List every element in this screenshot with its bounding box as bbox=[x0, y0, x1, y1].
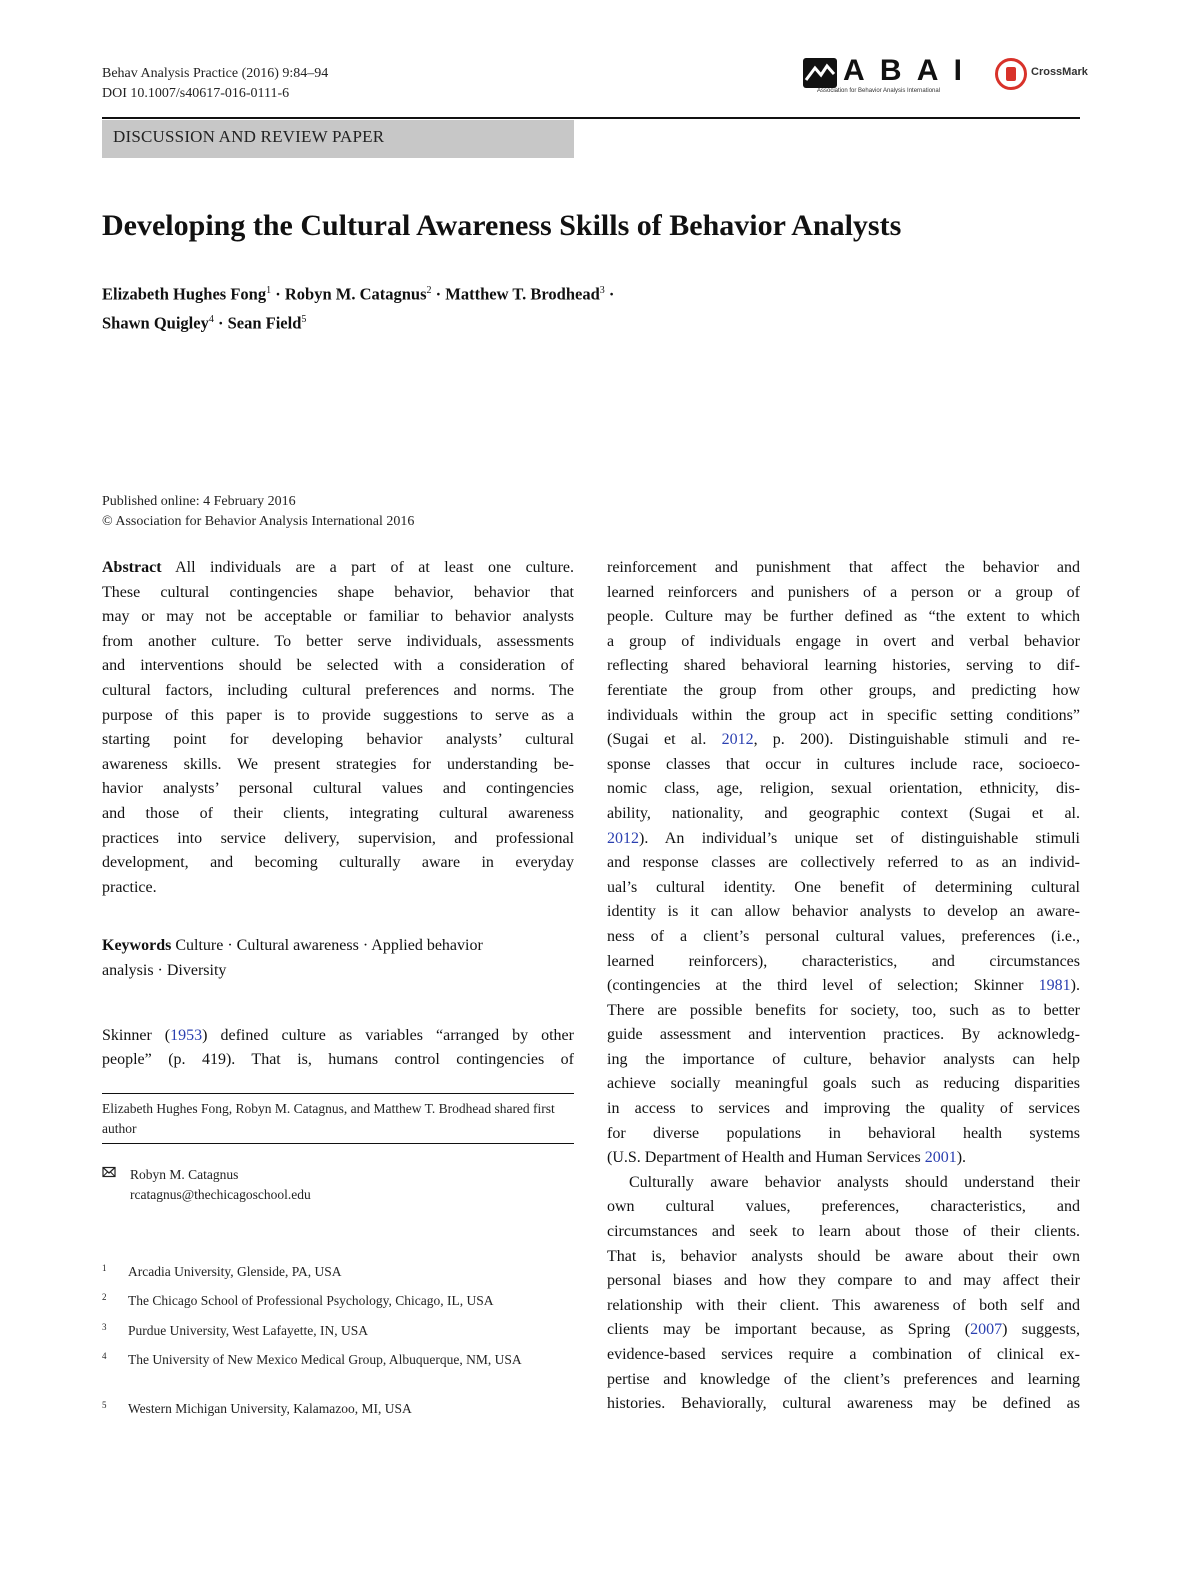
abstract-line: All individuals are a part of at least one culture. bbox=[175, 559, 574, 576]
affiliation-number: 2 bbox=[102, 1292, 107, 1302]
body-line: clients may be important because, as Spring (2007) suggests, bbox=[607, 1321, 1080, 1339]
body-line: guide assessment and intervention practices. By acknowledg- bbox=[607, 1026, 1080, 1044]
left-column bbox=[102, 556, 574, 1073]
abstract-line: havior analysts’ personal cultural values and contingencies bbox=[102, 780, 574, 798]
affiliation-number: 3 bbox=[102, 1322, 107, 1332]
body-line: circumstances and seek to learn about those of their clients. bbox=[607, 1223, 1080, 1241]
body-line: ability, nationality, and geographic context (Sugai et al. bbox=[607, 804, 1080, 822]
body-line: histories. Behaviorally, cultural awareness may be defined as bbox=[607, 1395, 1080, 1413]
body-line: Culturally aware behavior analysts should understand their bbox=[629, 1173, 1080, 1191]
body-line: achieve socially meaningful goals such as reducing disparities bbox=[607, 1075, 1080, 1093]
affiliation-item bbox=[102, 1262, 574, 1286]
abstract-line: practices into service delivery, supervision, and professional bbox=[102, 829, 574, 847]
affiliation-text: The Chicago School of Professional Psychology, Chicago, IL, USA bbox=[128, 1293, 494, 1308]
article-type-label: DISCUSSION AND REVIEW PAPER bbox=[113, 127, 385, 146]
author-separator: · bbox=[271, 284, 285, 304]
author-name[interactable]: Shawn Quigley bbox=[102, 313, 209, 332]
author-affiliation-number[interactable]: 5 bbox=[301, 313, 307, 325]
citation-link[interactable]: 1953 bbox=[170, 1026, 203, 1044]
abstract-line: practice. bbox=[102, 878, 157, 896]
affiliation-text: Arcadia University, Glenside, PA, USA bbox=[128, 1264, 342, 1279]
author-line-1 bbox=[102, 278, 614, 307]
citation-link[interactable]: 2007 bbox=[970, 1321, 1003, 1339]
body-line: a group of individuals engage in overt and verbal behavior bbox=[607, 632, 1080, 650]
author-list bbox=[102, 278, 614, 335]
author-separator: · bbox=[213, 313, 228, 332]
body-line: That is, behavior analysts should be aware about their own bbox=[607, 1247, 1080, 1265]
doi-line: DOI 10.1007/s40617-016-0111-6 bbox=[102, 86, 290, 101]
correspondence bbox=[102, 1165, 574, 1209]
affiliation-item bbox=[102, 1291, 574, 1315]
body-line: ferentiate the group from other groups, and predicting how bbox=[607, 681, 1080, 699]
abstract-line: may or may not be acceptable or familiar to behavior analysts bbox=[102, 608, 574, 626]
envelope-icon bbox=[102, 1165, 116, 1179]
journal-citation: Behav Analysis Practice (2016) 9:84–94 bbox=[102, 66, 329, 81]
abstract-line: and interventions should be selected with a consideration of bbox=[102, 657, 574, 675]
author-affiliation-number[interactable]: 3 bbox=[599, 285, 605, 296]
affiliation-number: 1 bbox=[102, 1263, 107, 1273]
abstract bbox=[102, 556, 574, 900]
author-affiliation-number[interactable]: 1 bbox=[266, 285, 272, 296]
affiliation-number: 4 bbox=[102, 1351, 107, 1361]
abstract-line: cultural factors, including cultural preferences and norms. The bbox=[102, 681, 574, 699]
body-line: people. Culture may be further defined as “the extent to which bbox=[607, 608, 1080, 626]
shared-first-author-note: Elizabeth Hughes Fong, Robyn M. Catagnus, and Matthew T. Brodhead shared first author bbox=[102, 1101, 555, 1136]
keywords-label: Keywords bbox=[102, 937, 172, 955]
abstract-line: development, and becoming culturally aware in everyday bbox=[102, 854, 574, 872]
publication-info bbox=[102, 492, 414, 532]
body-paragraph: Skinner (1953) defined culture as variables “arranged by other people” (p. 419). That is, humans control contingencies of bbox=[102, 1024, 574, 1073]
body-line: 2012). An individual’s unique set of distinguishable stimuli bbox=[607, 829, 1080, 847]
affiliation-item bbox=[102, 1399, 574, 1423]
abai-logo-subtext: Association for Behavior Analysis International bbox=[817, 88, 941, 94]
body-line: people” (p. 419). That is, humans control contingencies of bbox=[102, 1051, 574, 1069]
body-line: (U.S. Department of Health and Human Services 2001). bbox=[607, 1149, 967, 1167]
body-line: and response classes are collectively referred to as an individ- bbox=[607, 854, 1080, 872]
body-line: own cultural values, preferences, characteristics, and bbox=[607, 1198, 1080, 1216]
citation-link[interactable]: 2001 bbox=[924, 1149, 957, 1167]
affiliation-text: Purdue University, West Lafayette, IN, USA bbox=[128, 1323, 368, 1338]
crossmark-icon[interactable] bbox=[995, 58, 1027, 90]
abstract-line: starting point for developing behavior analysts’ cultural bbox=[102, 731, 574, 749]
footnote-rule bbox=[102, 1093, 574, 1094]
abstract-label: Abstract bbox=[102, 559, 162, 576]
author-separator: · bbox=[604, 284, 615, 304]
correspondence-email[interactable]: rcatagnus@thechicagoschool.edu bbox=[130, 1187, 311, 1202]
crossmark-label[interactable]: CrossMark bbox=[1031, 66, 1088, 78]
body-line: in access to services and improving the quality of services bbox=[607, 1100, 1080, 1118]
body-line: ing the importance of culture, behavior analysts can help bbox=[607, 1050, 1080, 1068]
abai-logo-text: A B A I bbox=[843, 54, 966, 87]
body-line: ual’s cultural identity. One benefit of determining cultural bbox=[607, 878, 1080, 896]
body-line: learned reinforcers), characteristics, and circumstances bbox=[607, 952, 1080, 970]
author-affiliation-number[interactable]: 2 bbox=[426, 285, 432, 296]
affiliation-number: 5 bbox=[102, 1400, 107, 1410]
body-line: There are possible benefits for society, too, such as to better bbox=[607, 1001, 1080, 1019]
copyright-line: © Association for Behavior Analysis International 2016 bbox=[102, 514, 415, 529]
affiliation-text: Western Michigan University, Kalamazoo, MI, USA bbox=[128, 1401, 412, 1416]
affiliation-text: The University of New Mexico Medical Group, Albuquerque, NM, USA bbox=[128, 1352, 522, 1367]
citation-link[interactable]: 1981 bbox=[1038, 977, 1071, 995]
body-line: for diverse populations in behavioral health systems bbox=[607, 1124, 1080, 1142]
published-online: Published online: 4 February 2016 bbox=[102, 494, 296, 509]
abstract-line: from another culture. To better serve individuals, assessments bbox=[102, 632, 574, 650]
header-rule bbox=[102, 117, 1080, 119]
citation-link[interactable]: 2012 bbox=[607, 829, 639, 847]
body-line: ness of a client’s personal cultural values, preferences (i.e., bbox=[607, 927, 1080, 945]
author-name[interactable]: Matthew T. Brodhead bbox=[445, 284, 600, 304]
body-line: relationship with their client. This awareness of both self and bbox=[607, 1296, 1080, 1314]
abstract-line: purpose of this paper is to provide suggestions to serve as a bbox=[102, 706, 574, 724]
author-separator: · bbox=[431, 284, 446, 304]
body-line: pertise and knowledge of the client’s preferences and learning bbox=[607, 1370, 1080, 1388]
body-line: reinforcement and punishment that affect the behavior and bbox=[607, 559, 1080, 576]
abstract-line: awareness skills. We present strategies for understanding be- bbox=[102, 755, 574, 773]
author-name[interactable]: Robyn M. Catagnus bbox=[284, 284, 427, 304]
body-line: (Sugai et al. 2012, p. 200). Distinguishable stimuli and re- bbox=[607, 731, 1080, 749]
keywords bbox=[102, 934, 574, 983]
body-line: sponse classes that occur in cultures include race, socioeco- bbox=[607, 755, 1080, 773]
citation-link[interactable]: 2012 bbox=[721, 731, 754, 749]
footnote-rule bbox=[102, 1143, 574, 1144]
journal-info bbox=[102, 64, 328, 104]
correspondence-name: Robyn M. Catagnus bbox=[130, 1167, 239, 1182]
body-line: personal biases and how they compare to and may affect their bbox=[607, 1272, 1080, 1290]
body-line: individuals within the group act in specific setting conditions” bbox=[607, 706, 1080, 724]
abstract-line: and those of their clients, integrating cultural awareness bbox=[102, 804, 574, 822]
keywords-line: Culture · Cultural awareness · Applied behavior bbox=[175, 937, 483, 955]
article-type-banner bbox=[102, 120, 574, 158]
abstract-line: These cultural contingencies shape behavior, behavior that bbox=[102, 583, 574, 601]
body-line: nomic class, age, religion, sexual orientation, ethnicity, dis- bbox=[607, 780, 1080, 798]
body-line: identity is it can allow behavior analysts to develop an aware- bbox=[607, 903, 1080, 921]
right-column bbox=[607, 556, 1080, 1417]
body-line: learned reinforcers and punishers of a person or a group of bbox=[607, 583, 1080, 601]
article-title: Developing the Cultural Awareness Skills of Behavior Analysts bbox=[102, 209, 902, 242]
body-line: evidence-based services require a combination of clinical ex- bbox=[607, 1346, 1080, 1363]
author-name[interactable]: Sean Field bbox=[227, 313, 302, 332]
body-line: reflecting shared behavioral learning histories, serving to dif- bbox=[607, 657, 1080, 675]
affiliation-item bbox=[102, 1321, 574, 1345]
author-affiliation-number[interactable]: 4 bbox=[208, 313, 214, 325]
body-line: (contingencies at the third level of selection; Skinner 1981). bbox=[607, 977, 1080, 995]
keywords-line: analysis · Diversity bbox=[102, 961, 227, 979]
abai-logo bbox=[803, 54, 1088, 98]
author-name[interactable]: Elizabeth Hughes Fong bbox=[102, 284, 267, 304]
abai-mark-icon bbox=[803, 58, 837, 88]
affiliation-item bbox=[102, 1350, 574, 1394]
author-line-2 bbox=[102, 307, 614, 336]
